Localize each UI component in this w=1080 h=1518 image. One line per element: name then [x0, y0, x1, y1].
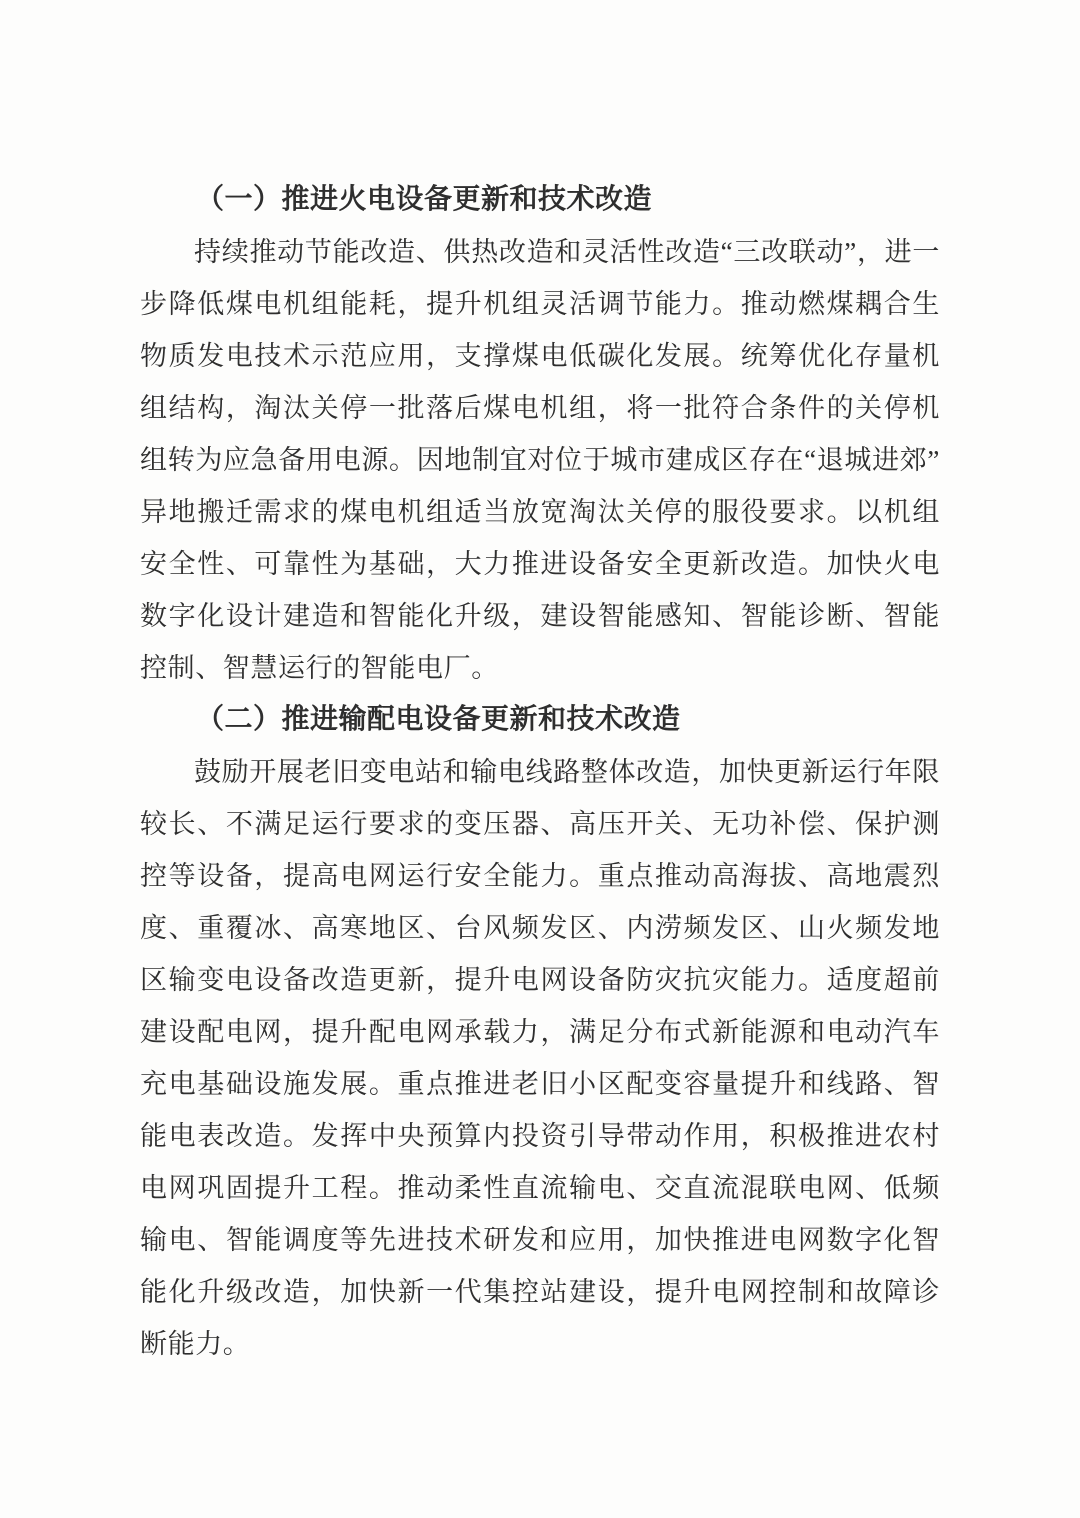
section-thermal-power-equipment — [140, 174, 940, 694]
section-heading-thermal-power: （一）推进火电设备更新和技术改造 — [196, 184, 653, 215]
section-transmission-distribution-equipment — [140, 694, 940, 1370]
section-paragraph-thermal-power: 持续推动节能改造、供热改造和灵活性改造“三改联动”，进一步降低煤电机组能耗，提升机组灵活调节能力。推动燃煤耦合生物质发电技术示范应用，支撑煤电低碳化发展。统筹优化存量机组结构，淘汰关停一批落后煤电机组，将一批符合条件的关停机组转为应急备用电源。因地制宜对位于城市建成区存在“退城进郊”异地搬迁需求的煤电机组适当放宽淘汰关停的服役要求。以机组安全性、可靠性为基础，大力推进设备安全更新改造。加快火电数字化设计建造和智能化升级，建设智能感知、智能诊断、智能控制、智慧运行的智能电厂。 — [140, 237, 940, 683]
section-paragraph-transmission-distribution: 鼓励开展老旧变电站和输电线路整体改造，加快更新运行年限较长、不满足运行要求的变压器、高压开关、无功补偿、保护测控等设备，提高电网运行安全能力。重点推动高海拔、高地震烈度、重覆冰、高寒地区、台风频发区、内涝频发区、山火频发地区输变电设备改造更新，提升电网设备防灾抗灾能力。适度超前建设配电网，提升配电网承载力，满足分布式新能源和电动汽车充电基础设施发展。重点推进老旧小区配变容量提升和线路、智能电表改造。发挥中央预算内投资引导带动作用，积极推进农村电网巩固提升工程。推动柔性直流输电、交直流混联电网、低频输电、智能调度等先进技术研发和应用，加快推进电网数字化智能化升级改造，加快新一代集控站建设，提升电网控制和故障诊断能力。 — [140, 757, 940, 1359]
section-heading-transmission-distribution: （二）推进输配电设备更新和技术改造 — [196, 704, 681, 735]
